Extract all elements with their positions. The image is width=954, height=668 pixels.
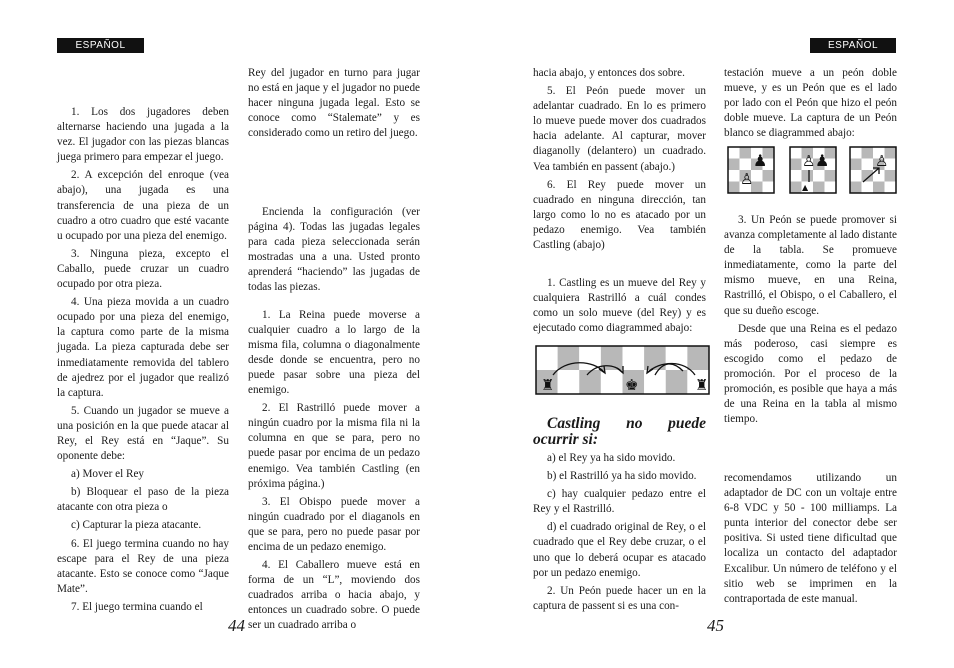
rule-paragraph: 1. Los dos jugadores deben alternarse haciendo una jugada a la vez. El jugador con las piezas blancas juega primero para empezar el juego. [57,106,229,164]
castling-section [533,276,706,339]
castling-diagram-icon [535,345,710,395]
rule-paragraph: 2. A excepción del enroque (vea abajo), una jugada es una transferencia de una pieza de un cuadro a otro cuadro que esté vacante u ocupado por una pieza del enemigo. [57,169,229,242]
language-tab-right: ESPAÑOL [810,38,896,53]
setting-intro: Encienda la configuración (ver página 4). Todas las jugadas legales para cada pieza seleccionada serán mostradas una a una. Usted pronto aprenderá “haciendo” las jugadas de todas las piezas. [248,206,420,294]
en-passant-diagram-2-icon [789,146,837,194]
rule-option: a) Mover el Rey [71,468,145,481]
en-passant-item: 2. Un Peón puede hacer un en la captura de passent si es una con- [533,584,706,612]
language-tab-left: ESPAÑOL [57,38,144,53]
rule-paragraph: 6. El juego termina cuando no hay escape para el Rey de una pieza atacante. Esto se conoce como “Jaque Mate”. [57,537,229,595]
queen-move: 1. La Reina puede moverse a cualquier cuadro a lo largo de la misma fila, columna o diagonalmente desde donde se encuentra, pero no puede pasar sobre una pieza del enemigo. [248,308,420,397]
page-number-right: 45 [707,616,724,635]
rule-paragraph: 5. Cuando un jugador se mueve a una posición en la que puede atacar al Rey, el Rey está en “Jaque”. Su oponente debe: [57,404,229,463]
en-passant-diagram-1-icon [727,146,775,194]
condition-item: c) hay cualquier pedazo entre el Rey y el Rastrilló. [533,488,706,516]
rook-move: 2. El Rastrilló puede mover a ningún cuadro por la misma fila ni la columna en que se para, pero no puede pasar por encima de un pedazo enemigo. Vea también Castling (en próxima página.) [248,402,420,490]
knight-move: 4. El Caballero mueve está en forma de un “L”, moviendo dos cuadrados arriba o hacia abajo, y entonces un cuadrado sobre. O puede ser un cuadrado arriba o [248,559,420,632]
castling-intro: 1. Castling es un mueve del Rey y cualquiera Rastrilló a cuál condes como un solo mueve (del Rey) y es ejecutado como diagrammed abajo: [533,277,706,335]
condition-item: b) el Rastrilló ya ha sido movido. [547,470,697,483]
rule-paragraph: 7. El juego termina cuando el [71,600,203,613]
rule-option: b) Bloquear el paso de la pieza atacante con otra pieza o [57,486,229,514]
adapter-section [724,471,897,610]
knight-move-cont: hacia abajo, y entonces dos sobre. [533,67,685,79]
svg-text:♟: ♟ [815,151,830,170]
rules-column-1 [57,105,229,618]
castling-conditions [533,416,706,617]
adapter-paragraph: recomendamos utilizando un adaptador de DC con un voltaje entre 6-8 VDC y 50 - 100 milliamps. La punta interior del conector debe ser positiva. Si usted tiene dificultad que localiza un contacto del adaptador Excalibur. Un número de teléfono y el sitio web se imprimen en la contraportada de este manual. [724,472,897,605]
svg-text:♜: ♜ [695,376,709,394]
moves-column-4 [724,66,897,144]
promotion-paragraph: Desde que una Reina es el pedazo más poderoso, casi siempre es escogido como el pedazo de promoción. Por el proceso de la promoción, es posible que haya a más de una Reina en la tabla al mismo tiempo. [724,322,897,426]
svg-text:♟: ♟ [753,151,768,170]
moves-column-3 [533,66,706,256]
castling-heading: Castling no puede ocurrir si: [533,415,706,448]
pawn-move: 5. El Peón puede mover un adelantar cuadrado. En lo es primero lo mueve puede mover dos cuadrados hacia adelante. Al capturar, mover diaganolly (delantero) un cuadrado. Vea también en passent (abajo.) [533,85,706,173]
condition-item: d) el cuadrado original de Rey, o el cuadrado que el Rey debe cruzar, o el uno que lo deberá ocupar es atacado por un pedazo enemigo. [533,521,706,579]
page-number-left: 44 [228,616,245,635]
moves-column-2b [248,205,420,637]
condition-item: a) el Rey ya ha sido movido. [547,452,676,464]
moves-column-2 [248,66,420,144]
king-move: 6. El Rey puede mover un cuadrado en ninguna dirección, tan largo como lo no es atacado por un pedazo enemigo. Vea también Castling (abajo) [533,178,706,252]
svg-text:♙: ♙ [875,152,889,170]
svg-text:♜: ♜ [541,376,555,394]
en-passant-cont: testación mueve a un peón doble mueve, y es un Peón que es el lado por lado con el Peón que hizo el peón doble mueve. La captura de un Peón blanco se diagrammed abajo: [724,67,897,140]
svg-text:♙: ♙ [802,152,816,170]
bishop-move: 3. El Obispo puede mover a ningún cuadrado por el diaganols en que se para, pero no puede pasar por encima de un pedazo enemigo. [248,495,420,553]
rule-paragraph: 3. Ninguna pieza, excepto el Caballo, puede cruzar un cuadro ocupado por otra pieza. [57,247,229,291]
rule-paragraph: 4. Una pieza movida a un cuadro ocupado por una pieza del enemigo, la captura como parte de la misma jugada. La pieza capturada debe ser inmediatamente removida del tablero de ajedrez por el jugador que realizó la captura. [57,296,229,399]
rule-option: c) Capturar la pieza atacante. [71,519,202,532]
promotion-paragraph: 3. Un Peón se puede promover si avanza completamente al lado distante de la tabla. Se promueve inmediatamente, como la parte del mismo mueve, en una Reina, Rastrilló, el Obispo, o el Caballero, el que su dueño escoge. [724,214,897,317]
svg-text:♚: ♚ [625,376,639,394]
stalemate-paragraph: Rey del jugador en turno para jugar no está en jaque y el jugador no puede hacer ninguna jugada legal. Esto se conoce como “Stalemate” y es considerado como un retiro del juego. [248,67,420,140]
svg-text:♙: ♙ [740,170,754,188]
svg-text:▲: ▲ [802,183,809,192]
en-passant-diagram-3-icon [849,146,897,194]
promotion-section [724,213,897,430]
